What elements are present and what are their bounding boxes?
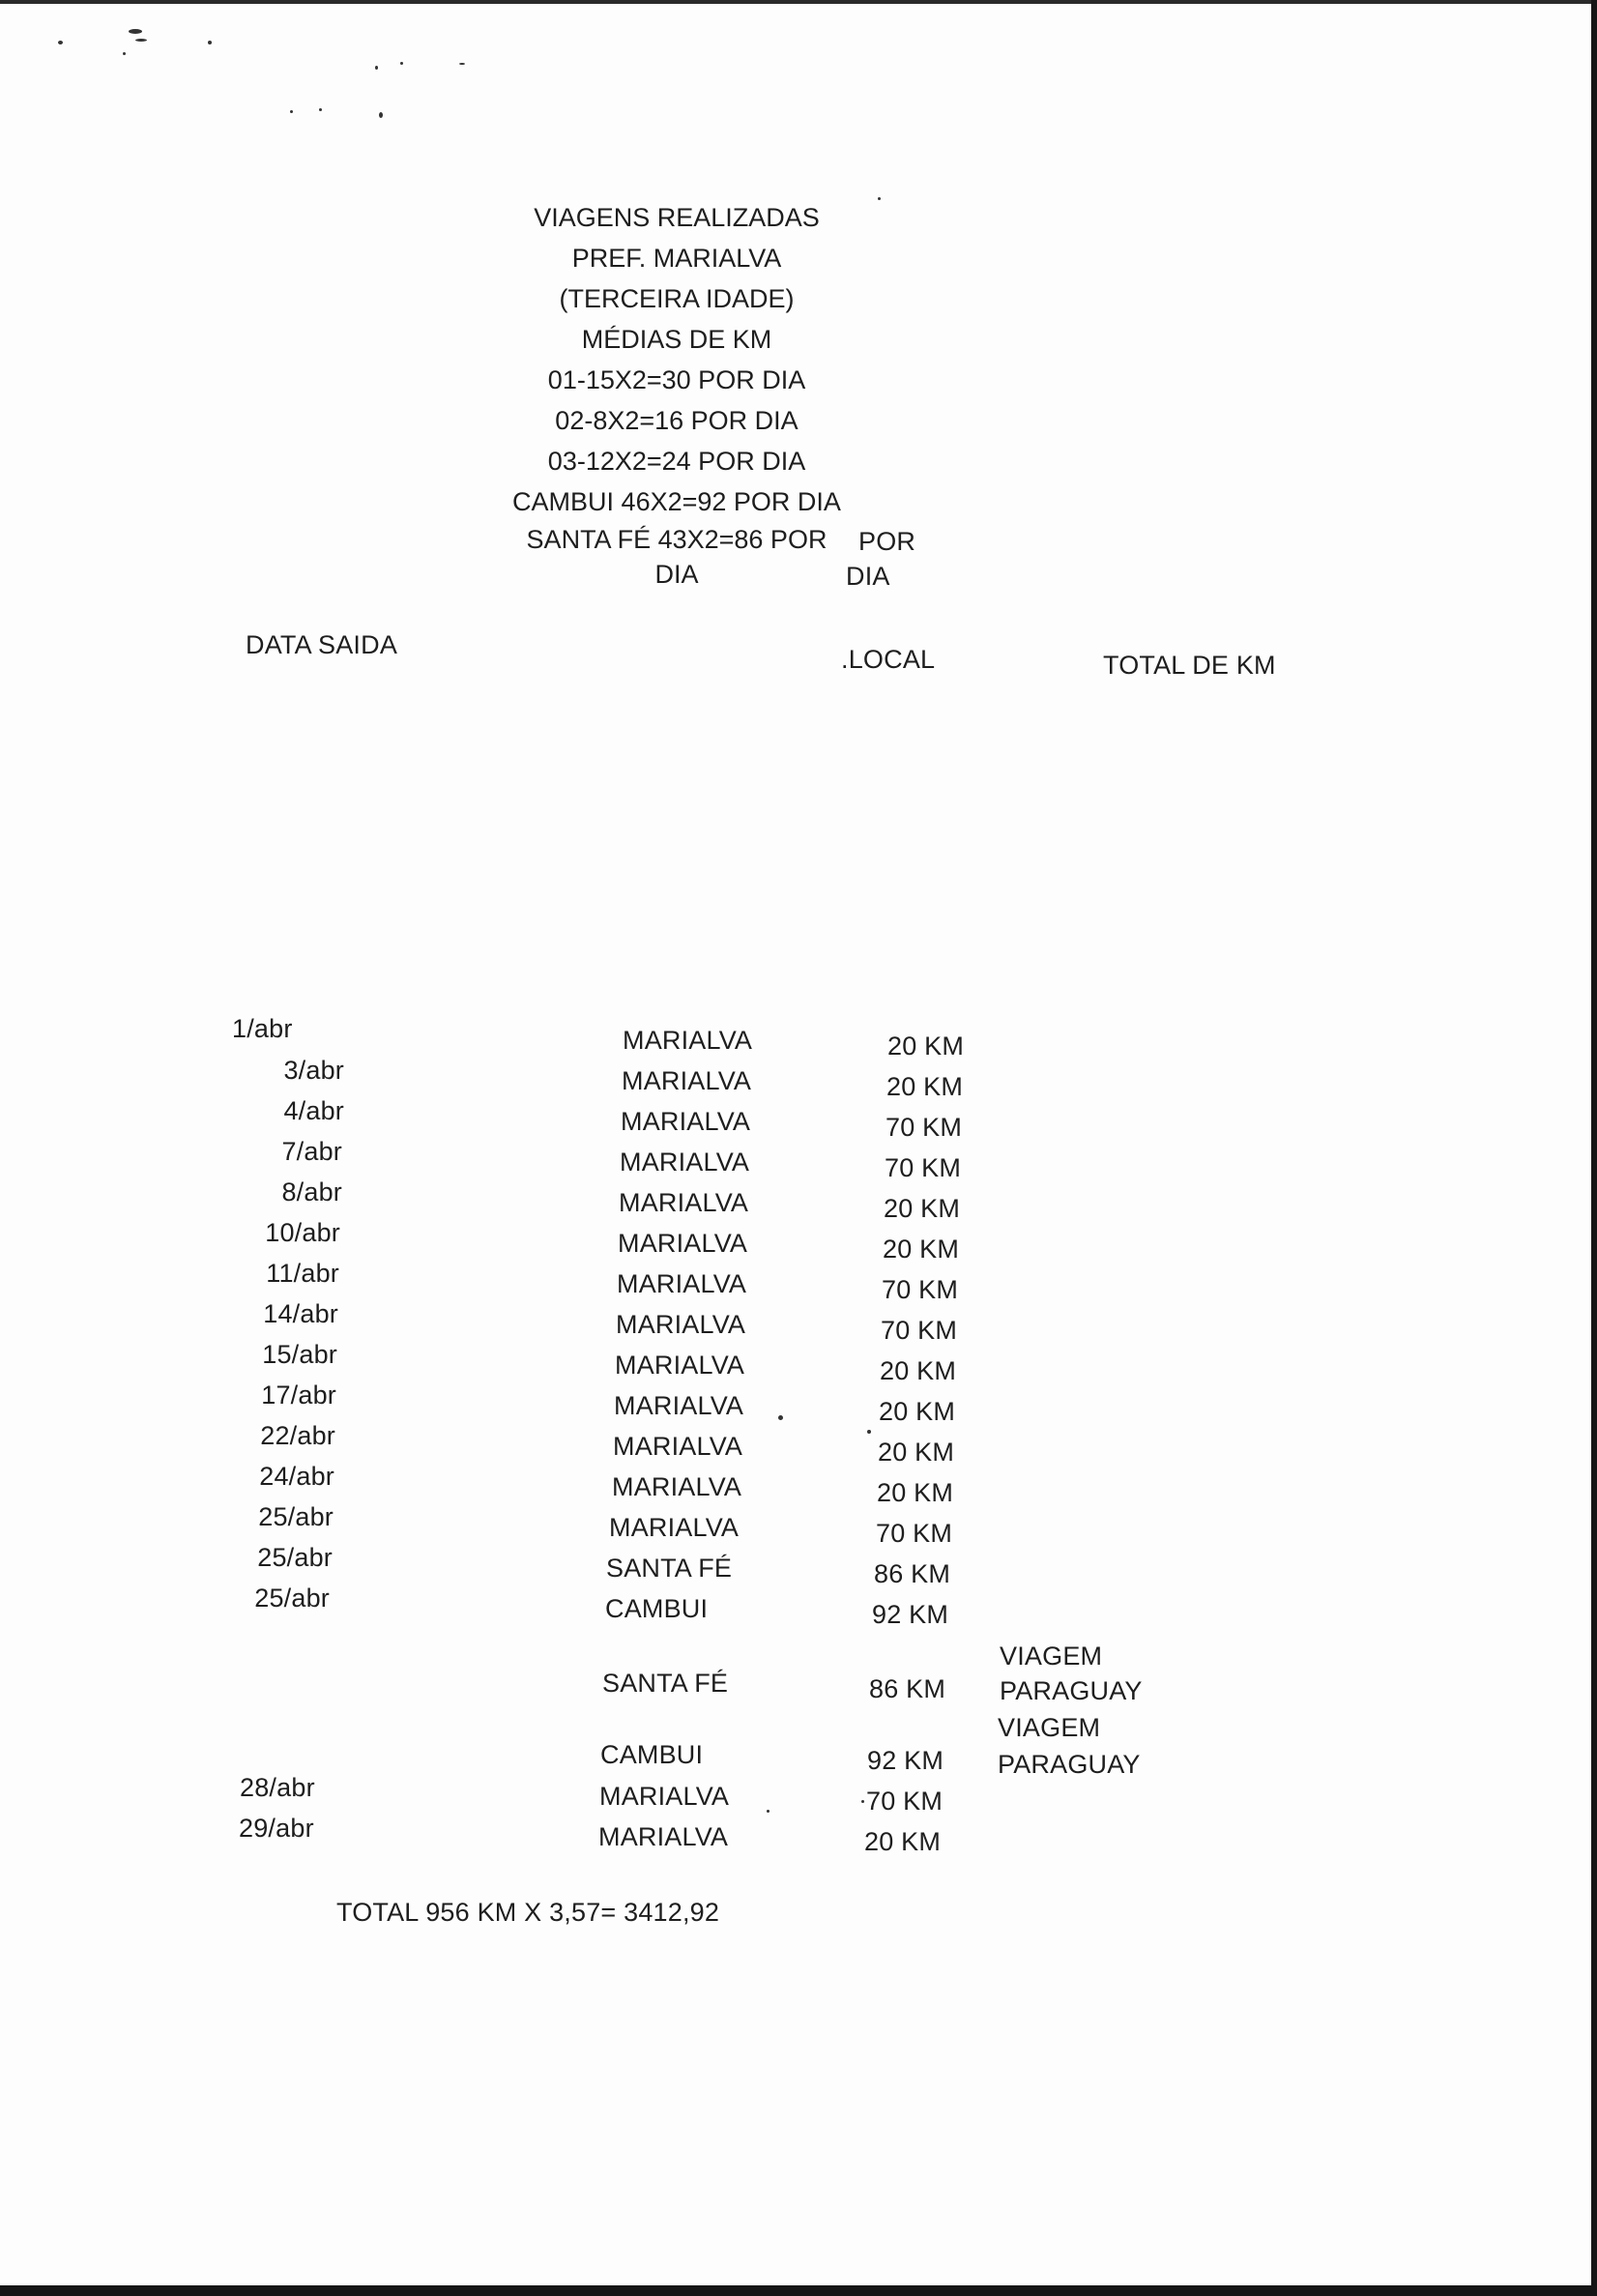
row-km: 20 KM <box>887 1032 965 1061</box>
row-km: 20 KM <box>879 1397 956 1426</box>
row-date: 17/abr <box>261 1381 336 1410</box>
row-km: 20 KM <box>864 1827 942 1856</box>
row-km: 86 KM <box>874 1559 951 1588</box>
row-date: 11/abr <box>266 1259 339 1288</box>
row-note-paraguay: PARAGUAY <box>1000 1676 1143 1705</box>
row-local: MARIALVA <box>616 1310 746 1339</box>
row-local: SANTA FÉ <box>602 1669 729 1698</box>
scan-speck <box>767 1810 769 1813</box>
header-line: 02-8X2=16 POR DIA <box>555 406 798 435</box>
row-date: 7/abr <box>281 1137 342 1166</box>
scan-speck <box>290 110 293 113</box>
row-local: MARIALVA <box>623 1026 753 1055</box>
header-line: CAMBUI 46X2=92 POR DIA <box>512 487 841 516</box>
row-km: 20 KM <box>883 1235 960 1264</box>
scan-speck <box>778 1415 783 1420</box>
header-side-dia: DIA <box>846 562 890 591</box>
row-local: MARIALVA <box>599 1782 730 1811</box>
row-local: MARIALVA <box>609 1513 740 1542</box>
row-local: MARIALVA <box>620 1148 750 1177</box>
row-date: 25/abr <box>254 1584 330 1613</box>
row-local: CAMBUI <box>600 1740 704 1769</box>
row-local: MARIALVA <box>619 1188 749 1217</box>
header-line: VIAGENS REALIZADAS <box>534 203 820 232</box>
row-km: 70 KM <box>885 1153 962 1182</box>
row-km: 86 KM <box>869 1674 946 1703</box>
row-date: 25/abr <box>258 1502 334 1531</box>
row-date: 10/abr <box>265 1218 340 1247</box>
header-line: 01-15X2=30 POR DIA <box>547 365 806 394</box>
scan-speck <box>135 39 147 42</box>
row-date: 4/abr <box>283 1096 344 1125</box>
scan-edge-bottom <box>0 2285 1597 2296</box>
scanned-document-page <box>0 4 1591 2285</box>
row-date: 29/abr <box>239 1814 314 1843</box>
row-local: MARIALVA <box>598 1822 729 1851</box>
row-date: 3/abr <box>283 1056 344 1085</box>
scan-speck <box>379 112 383 118</box>
row-km: 70 KM <box>886 1113 963 1142</box>
scan-speck <box>878 197 881 200</box>
row-km: 20 KM <box>880 1356 957 1385</box>
scan-speck <box>129 29 142 34</box>
column-header-local: .LOCAL <box>841 645 936 674</box>
row-local: SANTA FÉ <box>606 1554 733 1583</box>
scan-speck <box>861 1800 864 1803</box>
row-km: 20 KM <box>884 1194 961 1223</box>
header-line: SANTA FÉ 43X2=86 POR <box>526 525 828 554</box>
row-note-paraguay: PARAGUAY <box>998 1750 1141 1779</box>
row-km: 20 KM <box>878 1438 955 1467</box>
row-local: MARIALVA <box>614 1391 744 1420</box>
row-date: 25/abr <box>257 1543 333 1572</box>
row-km: 20 KM <box>886 1072 964 1101</box>
row-date: 22/abr <box>260 1421 335 1450</box>
row-km: 70 KM <box>866 1787 944 1816</box>
row-local: MARIALVA <box>618 1229 748 1258</box>
row-km: 20 KM <box>877 1478 954 1507</box>
row-note-viagem: VIAGEM <box>1000 1642 1103 1671</box>
header-side-por: POR <box>858 527 916 556</box>
scan-speck <box>459 63 465 65</box>
row-local: MARIALVA <box>613 1432 743 1461</box>
scan-speck <box>319 108 322 111</box>
column-header-date: DATA SAIDA <box>246 630 398 659</box>
row-local: MARIALVA <box>612 1472 742 1501</box>
row-km: 70 KM <box>876 1519 953 1548</box>
scan-speck <box>208 41 212 44</box>
row-local: MARIALVA <box>621 1107 751 1136</box>
scan-edge-right <box>1591 0 1597 2296</box>
document-header <box>483 197 870 592</box>
row-date: 1/abr <box>232 1014 293 1043</box>
row-local: MARIALVA <box>615 1351 745 1380</box>
row-local: MARIALVA <box>622 1066 752 1095</box>
scan-speck <box>123 52 126 55</box>
row-date: 15/abr <box>262 1340 337 1369</box>
scan-speck <box>58 41 63 44</box>
row-date: 28/abr <box>240 1773 315 1802</box>
row-local: MARIALVA <box>617 1269 747 1298</box>
row-note-viagem: VIAGEM <box>998 1713 1101 1742</box>
header-line: (TERCEIRA IDADE) <box>559 284 795 313</box>
header-line-wrap: DIA <box>654 560 699 589</box>
row-date: 14/abr <box>263 1299 338 1328</box>
scan-speck <box>400 62 403 65</box>
header-line: 03-12X2=24 POR DIA <box>547 447 806 476</box>
scan-speck <box>867 1430 871 1434</box>
row-date: 8/abr <box>281 1177 342 1206</box>
header-line: MÉDIAS DE KM <box>581 325 772 354</box>
column-header-total: TOTAL DE KM <box>1103 651 1276 680</box>
header-line: PREF. MARIALVA <box>571 244 782 273</box>
row-km: 70 KM <box>881 1316 958 1345</box>
row-local: CAMBUI <box>605 1594 709 1623</box>
row-km: 92 KM <box>872 1600 949 1629</box>
row-km: 92 KM <box>867 1746 944 1775</box>
row-km: 70 KM <box>882 1275 959 1304</box>
scan-speck <box>375 66 378 70</box>
total-line: TOTAL 956 KM X 3,57= 3412,92 <box>336 1898 720 1927</box>
row-date: 24/abr <box>259 1462 334 1491</box>
